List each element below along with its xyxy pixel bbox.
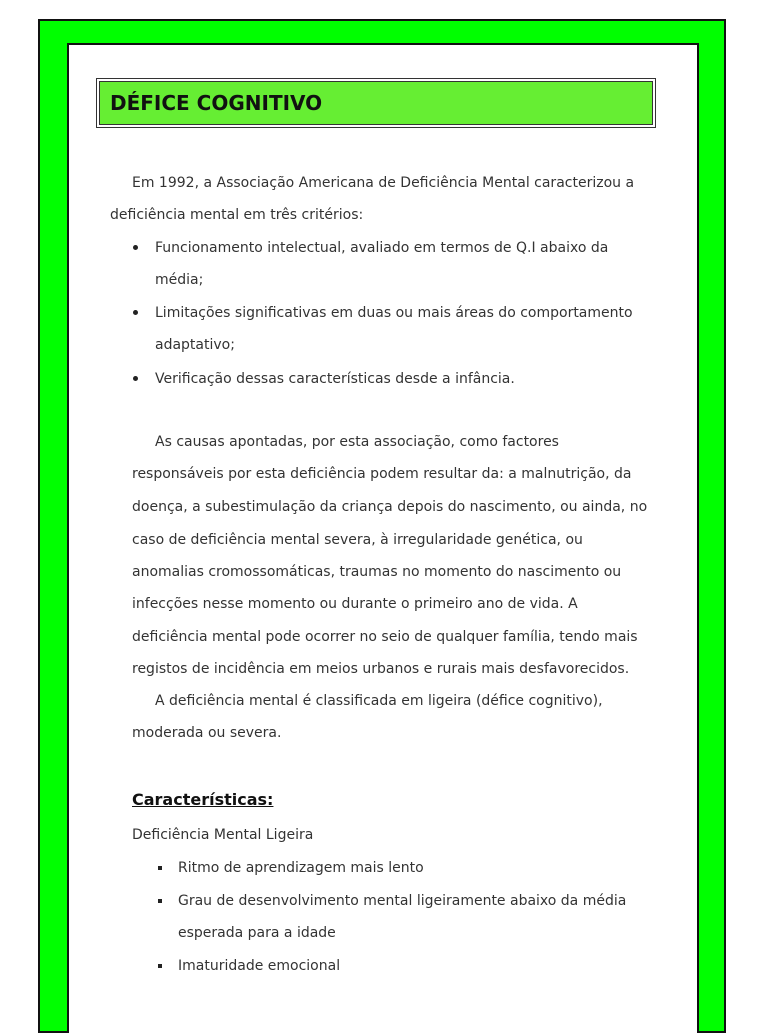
characteristics-item-1: Ritmo de aprendizagem mais lento — [178, 860, 424, 876]
characteristics-item-2-line-1: Grau de desenvolvimento mental ligeiramente abaixo da média — [178, 893, 627, 909]
square-bullet-icon — [158, 964, 162, 968]
page-title: DÉFICE COGNITIVO — [99, 81, 653, 125]
causes-line-8: registos de incidência em meios urbanos e rurais mais desfavorecidos. — [132, 661, 630, 677]
intro-line-2: deficiência mental em três critérios: — [110, 207, 364, 223]
frame-top-bar — [38, 19, 726, 45]
criteria-item-2-line-1: Limitações significativas em duas ou mais áreas do comportamento — [155, 305, 633, 321]
characteristics-item-2-line-2: esperada para a idade — [178, 925, 336, 941]
classification-line-1: A deficiência mental é classificada em ligeira (défice cognitivo), — [155, 693, 603, 709]
criteria-item-3-line-1: Verificação dessas características desde a infância. — [155, 371, 515, 387]
causes-line-7: deficiência mental pode ocorrer no seio de qualquer família, tendo mais — [132, 629, 638, 645]
bullet-icon — [133, 310, 138, 315]
causes-line-6: infecções nesse momento ou durante o primeiro ano de vida. A — [132, 596, 578, 612]
title-box — [96, 78, 656, 128]
criteria-item-2-line-2: adaptativo; — [155, 337, 235, 353]
causes-line-5: anomalias cromossomáticas, traumas no momento do nascimento ou — [132, 564, 622, 580]
intro-line-1: Em 1992, a Associação Americana de Deficiência Mental caracterizou a — [132, 175, 635, 191]
square-bullet-icon — [158, 899, 162, 903]
square-bullet-icon — [158, 866, 162, 870]
bullet-icon — [133, 376, 138, 381]
bullet-icon — [133, 245, 138, 250]
criteria-item-1-line-1: Funcionamento intelectual, avaliado em termos de Q.I abaixo da — [155, 240, 609, 256]
causes-line-4: caso de deficiência mental severa, à irregularidade genética, ou — [132, 532, 583, 548]
criteria-item-1-line-2: média; — [155, 272, 204, 288]
characteristics-item-3: Imaturidade emocional — [178, 958, 341, 974]
frame-left-bar — [38, 43, 69, 1033]
characteristics-subheading: Deficiência Mental Ligeira — [132, 827, 314, 843]
causes-line-1: As causas apontadas, por esta associação, como factores — [155, 434, 559, 450]
causes-line-2: responsáveis por esta deficiência podem resultar da: a malnutrição, da — [132, 466, 632, 482]
classification-line-2: moderada ou severa. — [132, 725, 282, 741]
causes-line-3: doença, a subestimulação da criança depois do nascimento, ou ainda, no — [132, 499, 648, 515]
frame-right-bar — [697, 43, 726, 1033]
characteristics-heading: Características: — [132, 790, 274, 809]
